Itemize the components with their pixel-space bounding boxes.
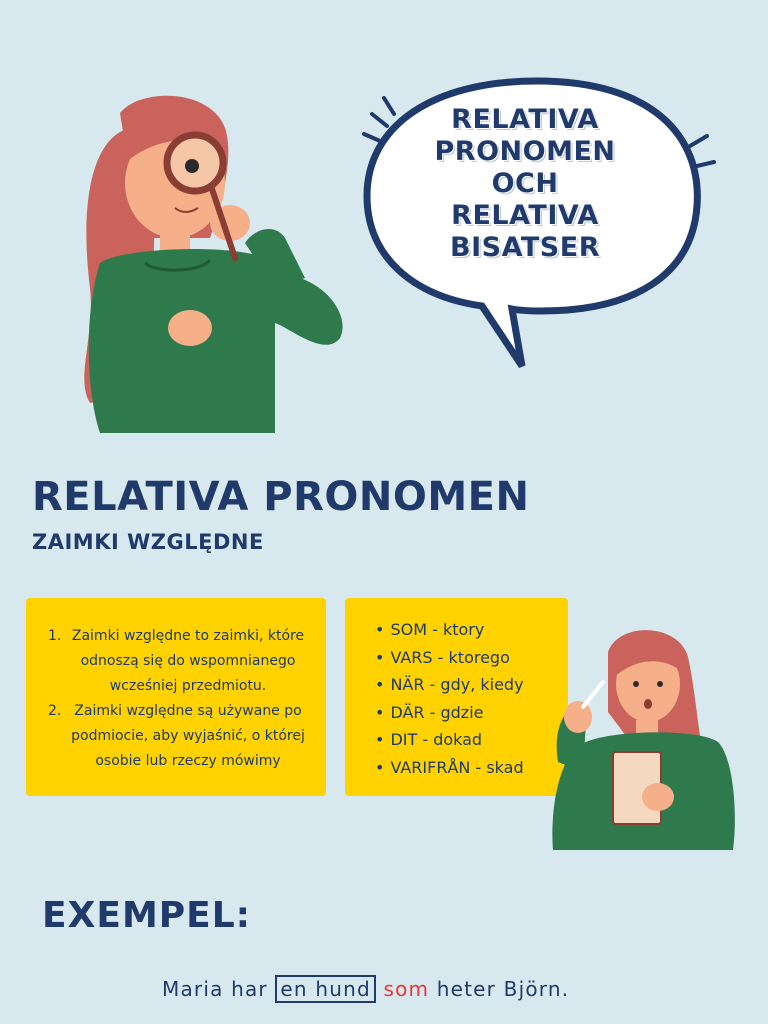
bubble-line: BISATSER (450, 232, 600, 263)
pronoun-item: • NÄR - gdy, kiedy (375, 671, 568, 699)
bubble-line: PRONOMEN (434, 136, 616, 167)
bubble-title (405, 104, 645, 264)
girl-with-notepad-illustration (548, 622, 738, 850)
pronouns-card (345, 598, 568, 796)
section-subtitle: ZAIMKI WZGLĘDNE (32, 530, 264, 554)
bubble-line: RELATIVA (451, 104, 599, 135)
definitions-list (26, 598, 326, 774)
definition-number: 2. (48, 703, 62, 719)
pronoun-item: • DIT - dokad (375, 726, 568, 754)
definition-text: Zaimki względne są używane po podmiocie, aby wyjaśnić, o której osobie lub rzeczy mówimy (71, 703, 305, 769)
section-title: RELATIVA PRONOMEN (32, 474, 530, 520)
sentence-start: Maria har (162, 977, 276, 1001)
example-sentence (162, 977, 569, 1001)
definition-number: 1. (48, 628, 62, 644)
pronoun-item: • DÄR - gdzie (375, 699, 568, 727)
example-title: EXEMPEL: (42, 895, 252, 936)
pronoun-item: • VARIFRÅN - skad (375, 754, 568, 782)
girl-with-magnifier-illustration (60, 88, 360, 433)
sentence-end: heter Björn. (429, 977, 570, 1001)
bubble-line: OCH (491, 168, 559, 199)
bubble-line: RELATIVA (451, 200, 599, 231)
pronouns-list (345, 598, 568, 781)
pronoun-item: • VARS - ktorego (375, 644, 568, 672)
definitions-card (26, 598, 326, 796)
relative-pronoun-highlight: som (383, 977, 430, 1001)
antecedent-box: en hund (275, 975, 375, 1003)
definition-text: Zaimki względne to zaimki, które odnoszą się do wspomnianego wcześniej przedmiotu. (71, 628, 305, 694)
pronoun-item: • SOM - ktory (375, 616, 568, 644)
definition-item (48, 624, 312, 699)
definition-item (48, 699, 312, 774)
